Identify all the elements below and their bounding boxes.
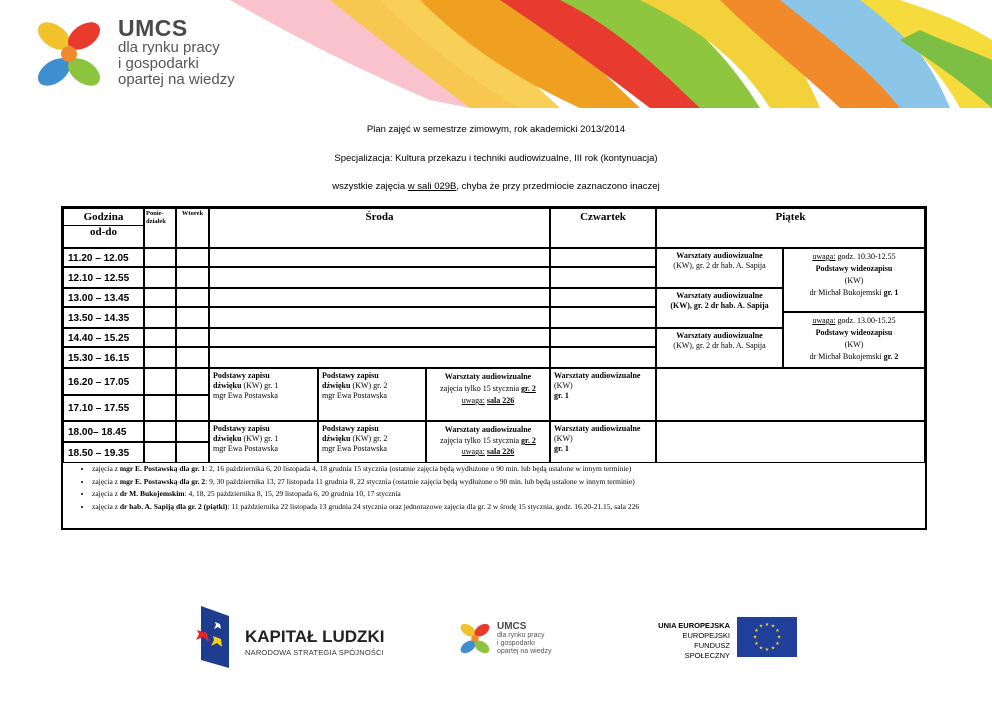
- empty-cell: [144, 395, 176, 421]
- thu1-kw: (KW): [554, 381, 573, 390]
- wed2-c-gr: gr. 2: [521, 436, 536, 445]
- fri-v2-teacher-line: [787, 351, 921, 363]
- plan-title: Plan zajęć w semestrze zimowym, rok akademicki 2013/2014: [366, 124, 626, 135]
- svg-text:★: ★: [764, 622, 770, 628]
- wed1-a-teacher: mgr Ewa Postawska: [213, 391, 278, 400]
- time-slot: 15.30 – 16.15: [63, 347, 144, 368]
- fri-v1-note: [787, 251, 921, 263]
- wed1-b-kw: (KW) gr. 2: [350, 381, 388, 390]
- note-pre: zajęcia z: [92, 476, 120, 486]
- time-slot: 14.40 – 15.25: [63, 328, 144, 347]
- svg-text:★: ★: [775, 641, 780, 647]
- svg-text:★: ★: [758, 645, 764, 652]
- fri-v1-gr: gr. 1: [881, 288, 899, 297]
- empty-cell: [209, 328, 550, 347]
- empty-cell: [144, 368, 176, 395]
- umcs-footer-text: [497, 621, 551, 656]
- svg-text:★: ★: [776, 634, 782, 641]
- time-slot: 18.50 – 19.35: [63, 442, 144, 463]
- header-godzina: [63, 208, 144, 248]
- wed2-warsztaty-gr2: [426, 421, 550, 463]
- header-wtorek: Wtorek: [176, 208, 209, 248]
- empty-cell: [176, 267, 209, 288]
- empty-cell: [144, 248, 176, 267]
- wed1-c-only-line: [430, 383, 546, 395]
- logo-line: opartej na wiedzy: [118, 71, 235, 88]
- umcs-footer-title: UMCS: [497, 621, 527, 632]
- header-czwartek: Czwartek: [550, 208, 656, 248]
- note-bold: dr M. Bukojemskim: [119, 489, 185, 498]
- logo-title: UMCS: [118, 15, 188, 41]
- note-post: : 4, 18, 25 października 8, 15, 29 listopada 6, 20 grudnia 10, 17 stycznia: [184, 489, 401, 498]
- svg-text:★: ★: [770, 623, 776, 630]
- note-item: [92, 488, 942, 501]
- svg-text:★: ★: [758, 623, 764, 630]
- wed1-b-title: Podstawy zapisu: [322, 371, 379, 380]
- empty-cell: [656, 368, 925, 421]
- note-post: : 9, 30 października 13, 27 listopada 11 grudnia 8, 22 stycznia (ostatnie zajęcia będą wydłużone o 90 min. lub będą ustalone w innym terminie): [205, 476, 635, 486]
- fri-ws2-b: (KW), gr. 2 dr hab. A. Sapija: [670, 301, 769, 310]
- empty-cell: [209, 288, 550, 307]
- time-slot: 18.00– 18.45: [63, 421, 144, 442]
- friday-warsztaty-3: [656, 328, 783, 368]
- wed2-c-note: uwaga:: [461, 447, 485, 456]
- fri-v2-gr: gr. 2: [881, 352, 899, 361]
- wed1-dzwiek-gr2: [318, 368, 426, 421]
- fri-v2-teacher: dr Michał Bukojemski: [809, 352, 882, 361]
- wed2-a-teacher: mgr Ewa Postawska: [213, 444, 278, 453]
- fri-v2-note-u: uwaga:: [812, 316, 836, 325]
- empty-cell: [144, 347, 176, 368]
- room-info-c: , chyba że przy przedmiocie zaznaczono inaczej: [456, 181, 660, 192]
- logo-line: i gospodarki: [118, 55, 199, 72]
- empty-cell: [176, 442, 209, 463]
- wed1-b-sub: dźwięku: [322, 381, 351, 390]
- umcs-footer-line: dla rynku pracy: [497, 632, 545, 639]
- wed1-c-gr: gr. 2: [521, 384, 536, 393]
- friday-wideo-2: [783, 312, 925, 368]
- wed2-dzwiek-gr1: [209, 421, 318, 463]
- eu-line-1: UNIA EUROPEJSKA: [658, 621, 730, 630]
- wed2-a-sub-line: [213, 434, 314, 444]
- wed2-c-title: Warsztaty audiowizualne: [444, 425, 532, 434]
- empty-cell: [550, 267, 656, 288]
- wed2-a-kw: (KW) gr. 1: [241, 434, 279, 443]
- time-slot: 13.50 – 14.35: [63, 307, 144, 328]
- empty-cell: [176, 328, 209, 347]
- wed2-b-sub: dźwięku: [322, 434, 351, 443]
- svg-text:★: ★: [752, 634, 758, 641]
- wed1-a-title: Podstawy zapisu: [213, 371, 270, 380]
- wed2-a-title: Podstawy zapisu: [213, 424, 270, 433]
- empty-cell: [144, 307, 176, 328]
- empty-cell: [209, 307, 550, 328]
- wed2-a-sub: dźwięku: [213, 434, 242, 443]
- fri-v1-teacher: dr Michał Bukojemski: [809, 288, 882, 297]
- time-slot: 12.10 – 12.55: [63, 267, 144, 288]
- header-poniedzialek: Ponie-działek: [144, 208, 176, 248]
- fri-ws1-b: (KW), gr. 2 dr hab. A. Sapija: [673, 261, 766, 270]
- umcs-logo-text: [118, 16, 235, 88]
- empty-cell: [209, 267, 550, 288]
- wed2-b-kw: (KW) gr. 2: [350, 434, 388, 443]
- friday-warsztaty-1: [656, 248, 783, 288]
- note-pre: zajęcia z: [92, 464, 120, 473]
- wed1-a-kw: (KW) gr. 1: [241, 381, 279, 390]
- note-pre: zajęcia z: [92, 501, 120, 511]
- wed1-b-sub-line: [322, 381, 422, 391]
- umcs-logo-icon: [26, 14, 112, 96]
- empty-cell: [209, 248, 550, 267]
- time-slot: 16.20 – 17.05: [63, 368, 144, 395]
- eu-line-3: FUNDUSZ SPOŁECZNY: [684, 641, 730, 660]
- wed1-b-teacher: mgr Ewa Postawska: [322, 391, 387, 400]
- wed1-a-sub-line: [213, 381, 314, 391]
- wed1-c-title: Warsztaty audiowizualne: [444, 372, 532, 381]
- fri-ws2-title: Warsztaty audiowizualne: [676, 291, 763, 300]
- svg-text:★: ★: [754, 628, 759, 634]
- fri-v2-kw: (KW): [844, 340, 864, 349]
- wed2-c-only-line: [430, 435, 546, 446]
- wed2-dzwiek-gr2: [318, 421, 426, 463]
- wed2-c-only: zajęcia tylko 15 stycznia: [440, 436, 520, 445]
- empty-cell: [209, 347, 550, 368]
- empty-cell: [176, 307, 209, 328]
- fri-v1-kw: (KW): [844, 276, 864, 285]
- empty-cell: [144, 328, 176, 347]
- fri-ws1-detail: [660, 261, 779, 271]
- thu2-gr: gr. 1: [554, 444, 569, 453]
- empty-cell: [176, 368, 209, 395]
- note-item: [92, 501, 942, 514]
- thu2-title: Warsztaty audiowizualne: [554, 424, 641, 433]
- header-godzina-2: od-do: [64, 225, 143, 239]
- kapital-ludzki-logo-icon: [193, 606, 239, 668]
- empty-cell: [144, 442, 176, 463]
- wed1-c-room-line: [430, 395, 546, 407]
- empty-cell: [656, 421, 925, 463]
- time-slot: 11.20 – 12.05: [63, 248, 144, 267]
- fri-ws1-title: Warsztaty audiowizualne: [676, 251, 763, 260]
- header-godzina-1: Godzina: [83, 211, 124, 223]
- note-item: [92, 476, 942, 489]
- empty-cell: [176, 395, 209, 421]
- room-info-room: w sali 029B: [407, 181, 457, 192]
- room-info-a: wszystkie zajęcia: [332, 181, 408, 192]
- thu1-warsztaty-gr1: [550, 368, 656, 421]
- time-slot: 13.00 – 13.45: [63, 288, 144, 307]
- eu-text: [648, 621, 730, 661]
- fri-ws3-b: (KW), gr. 2 dr hab. A. Sapija: [673, 341, 766, 350]
- note-bold: mgr E. Postawską dla gr. 1: [119, 464, 206, 473]
- note-item: [92, 463, 942, 476]
- fri-ws3-title: Warsztaty audiowizualne: [676, 331, 763, 340]
- wed1-a-sub: dźwięku: [213, 381, 242, 390]
- empty-cell: [176, 288, 209, 307]
- wed2-b-teacher: mgr Ewa Postawska: [322, 444, 387, 453]
- empty-cell: [550, 347, 656, 368]
- friday-warsztaty-2: [656, 288, 783, 328]
- empty-cell: [176, 347, 209, 368]
- empty-cell: [550, 307, 656, 328]
- fri-v1-title: Podstawy wideozapisu: [815, 264, 893, 273]
- specialization-title: Specjalizacja: Kultura przekazu i techniki audiowizualne, III rok (kontynuacja): [334, 153, 658, 164]
- wed2-c-room-line: [430, 446, 546, 457]
- logo-line: dla rynku pracy: [118, 39, 220, 56]
- wed1-warsztaty-gr2: [426, 368, 550, 421]
- kapital-ludzki-subtitle: NARODOWA STRATEGIA SPÓJNOŚCI: [245, 648, 384, 657]
- svg-text:★: ★: [775, 628, 780, 634]
- empty-cell: [144, 421, 176, 442]
- empty-cell: [176, 248, 209, 267]
- empty-cell: [176, 421, 209, 442]
- fri-v1-teacher-line: [787, 287, 921, 299]
- fri-v2-note: [787, 315, 921, 327]
- wed1-c-note: uwaga:: [461, 396, 485, 405]
- svg-text:★: ★: [754, 641, 759, 647]
- eu-line-2: EUROPEJSKI: [682, 631, 730, 640]
- kapital-ludzki-title: KAPITAŁ LUDZKI: [245, 627, 385, 646]
- time-slot: 17.10 – 17.55: [63, 395, 144, 421]
- thu2-kw: (KW): [554, 434, 573, 443]
- umcs-footer-line: opartej na wiedzy: [497, 648, 552, 655]
- empty-cell: [144, 267, 176, 288]
- empty-cell: [550, 248, 656, 267]
- fri-v1-note-u: uwaga:: [812, 252, 836, 261]
- thu2-warsztaty-gr1: [550, 421, 656, 463]
- thu2-kw-line: [554, 434, 652, 444]
- wed1-c-only: zajęcia tylko 15 stycznia: [440, 384, 520, 393]
- note-bold: dr hab. A. Sapiją dla gr. 2 (piątki): [119, 501, 228, 511]
- umcs-footer-line: i gospodarki: [497, 640, 535, 647]
- empty-cell: [144, 288, 176, 307]
- fri-v2-note-t: godz. 13.00-15.25: [835, 316, 896, 325]
- wed1-c-room: sala 226: [486, 396, 515, 405]
- wed2-b-title: Podstawy zapisu: [322, 424, 379, 433]
- header-piatek: Piątek: [656, 208, 925, 248]
- thu1-title: Warsztaty audiowizualne: [554, 371, 641, 380]
- empty-cell: [550, 328, 656, 347]
- svg-text:★: ★: [770, 645, 776, 652]
- note-post: : 2, 16 października 6, 20 listopada 4, 18 grudnia 15 stycznia (ostatnie zajęcia będą wydłużone o 90 min. lub będą ustalone w innym terminie): [205, 464, 632, 473]
- note-pre: zajęcia z: [92, 489, 120, 498]
- fri-v2-title: Podstawy wideozapisu: [815, 328, 893, 337]
- fri-v1-note-t: godz. 10.30-12.55: [835, 252, 896, 261]
- svg-text:★: ★: [764, 647, 770, 653]
- note-post: : 11 października 22 listopada 13 grudnia 24 stycznia oraz jednorazowe zajęcia dla gr. 2 w środę 15 stycznia, godz. 16.20-21.15, sala 226: [227, 501, 640, 511]
- room-info: [0, 181, 992, 192]
- eu-flag-icon: [737, 617, 797, 657]
- empty-cell: [550, 288, 656, 307]
- umcs-footer-logo-icon: [455, 620, 495, 658]
- header-sroda: Środa: [209, 208, 550, 248]
- wed2-c-room: sala 226: [486, 447, 515, 456]
- wed2-b-sub-line: [322, 434, 422, 444]
- thu1-gr: gr. 1: [554, 391, 569, 400]
- notes-list: [70, 463, 942, 513]
- friday-wideo-1: [783, 248, 925, 312]
- wed1-dzwiek-gr1: [209, 368, 318, 421]
- note-bold: mgr E. Postawską dla gr. 2: [119, 476, 206, 486]
